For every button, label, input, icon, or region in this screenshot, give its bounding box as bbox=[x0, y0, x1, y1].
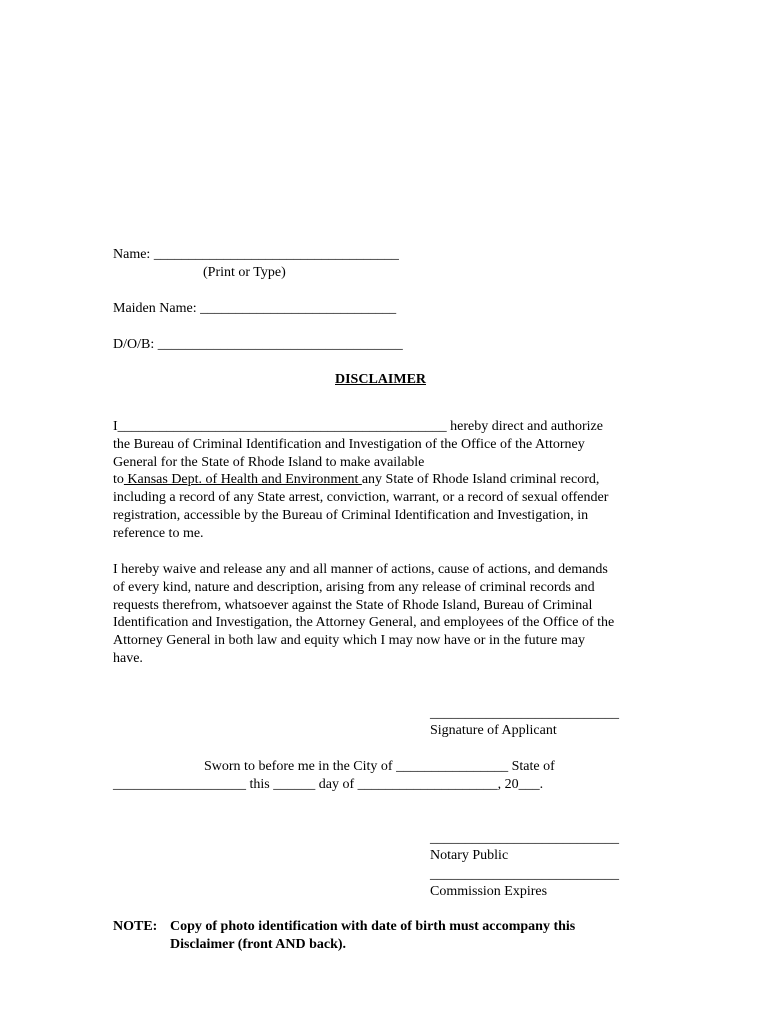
authorization-line-7: reference to me. bbox=[113, 525, 204, 541]
commission-label: Commission Expires bbox=[430, 884, 548, 899]
note-line-1: Copy of photo identification with date of birth must accompany this bbox=[170, 919, 576, 934]
authorization-line-6: registration, accessible by the Bureau of Criminal Identification and Investigation, in bbox=[113, 507, 589, 523]
name-field-line: Name: ___________________________________ bbox=[113, 247, 399, 262]
authorization-line-2: the Bureau of Criminal Identification and Investigation of the Office of the Attorney bbox=[113, 436, 585, 452]
waiver-paragraph bbox=[113, 561, 673, 668]
note-line-2: Disclaimer (front AND back). bbox=[170, 937, 347, 952]
sworn-line-1: Sworn to before me in the City of ________________ State of bbox=[204, 759, 555, 774]
waiver-line-4: Identification and Investigation, the Attorney General, and employees of the Office of the bbox=[113, 615, 615, 631]
recipient-agency: Kansas Dept. of Health and Environment bbox=[123, 472, 362, 488]
notary-line: ___________________________ bbox=[430, 831, 619, 846]
notary-label: Notary Public bbox=[430, 848, 509, 863]
maiden-name-field-line: Maiden Name: ____________________________ bbox=[113, 301, 397, 316]
dob-field-line: D/O/B: ___________________________________ bbox=[113, 337, 403, 352]
print-or-type-hint: (Print or Type) bbox=[203, 265, 286, 280]
sworn-line-2: ___________________ this ______ day of ____________________, 20___. bbox=[113, 777, 544, 792]
authorization-line-3: General for the State of Rhode Island to make available bbox=[113, 454, 425, 470]
authorization-line-5: including a record of any State arrest, conviction, warrant, or a record of sexual offender bbox=[113, 490, 609, 506]
authorization-to-word: to bbox=[113, 472, 124, 488]
waiver-line-2: of every kind, nature and description, arising from any release of criminal records and bbox=[113, 579, 595, 595]
signature-label: Signature of Applicant bbox=[430, 723, 557, 738]
authorization-line-1: I_______________________________________________ hereby direct and authorize bbox=[113, 419, 603, 434]
commission-line: ___________________________ bbox=[430, 867, 619, 882]
signature-line: ___________________________ bbox=[430, 706, 619, 721]
note-label: NOTE: bbox=[113, 919, 158, 934]
waiver-line-5: Attorney General in both law and equity which I may now have or in the future may bbox=[113, 633, 585, 649]
authorization-paragraph bbox=[113, 418, 673, 543]
disclaimer-title: DISCLAIMER bbox=[335, 372, 427, 387]
waiver-line-1: I hereby waive and release any and all manner of actions, cause of actions, and demands bbox=[113, 562, 608, 577]
authorization-line-4 bbox=[113, 471, 673, 489]
authorization-line-4-rest: any State of Rhode Island criminal record, bbox=[361, 472, 600, 488]
waiver-line-6: have. bbox=[113, 650, 143, 666]
waiver-line-3: requests therefrom, whatsoever against the State of Rhode Island, Bureau of Criminal bbox=[113, 597, 593, 613]
